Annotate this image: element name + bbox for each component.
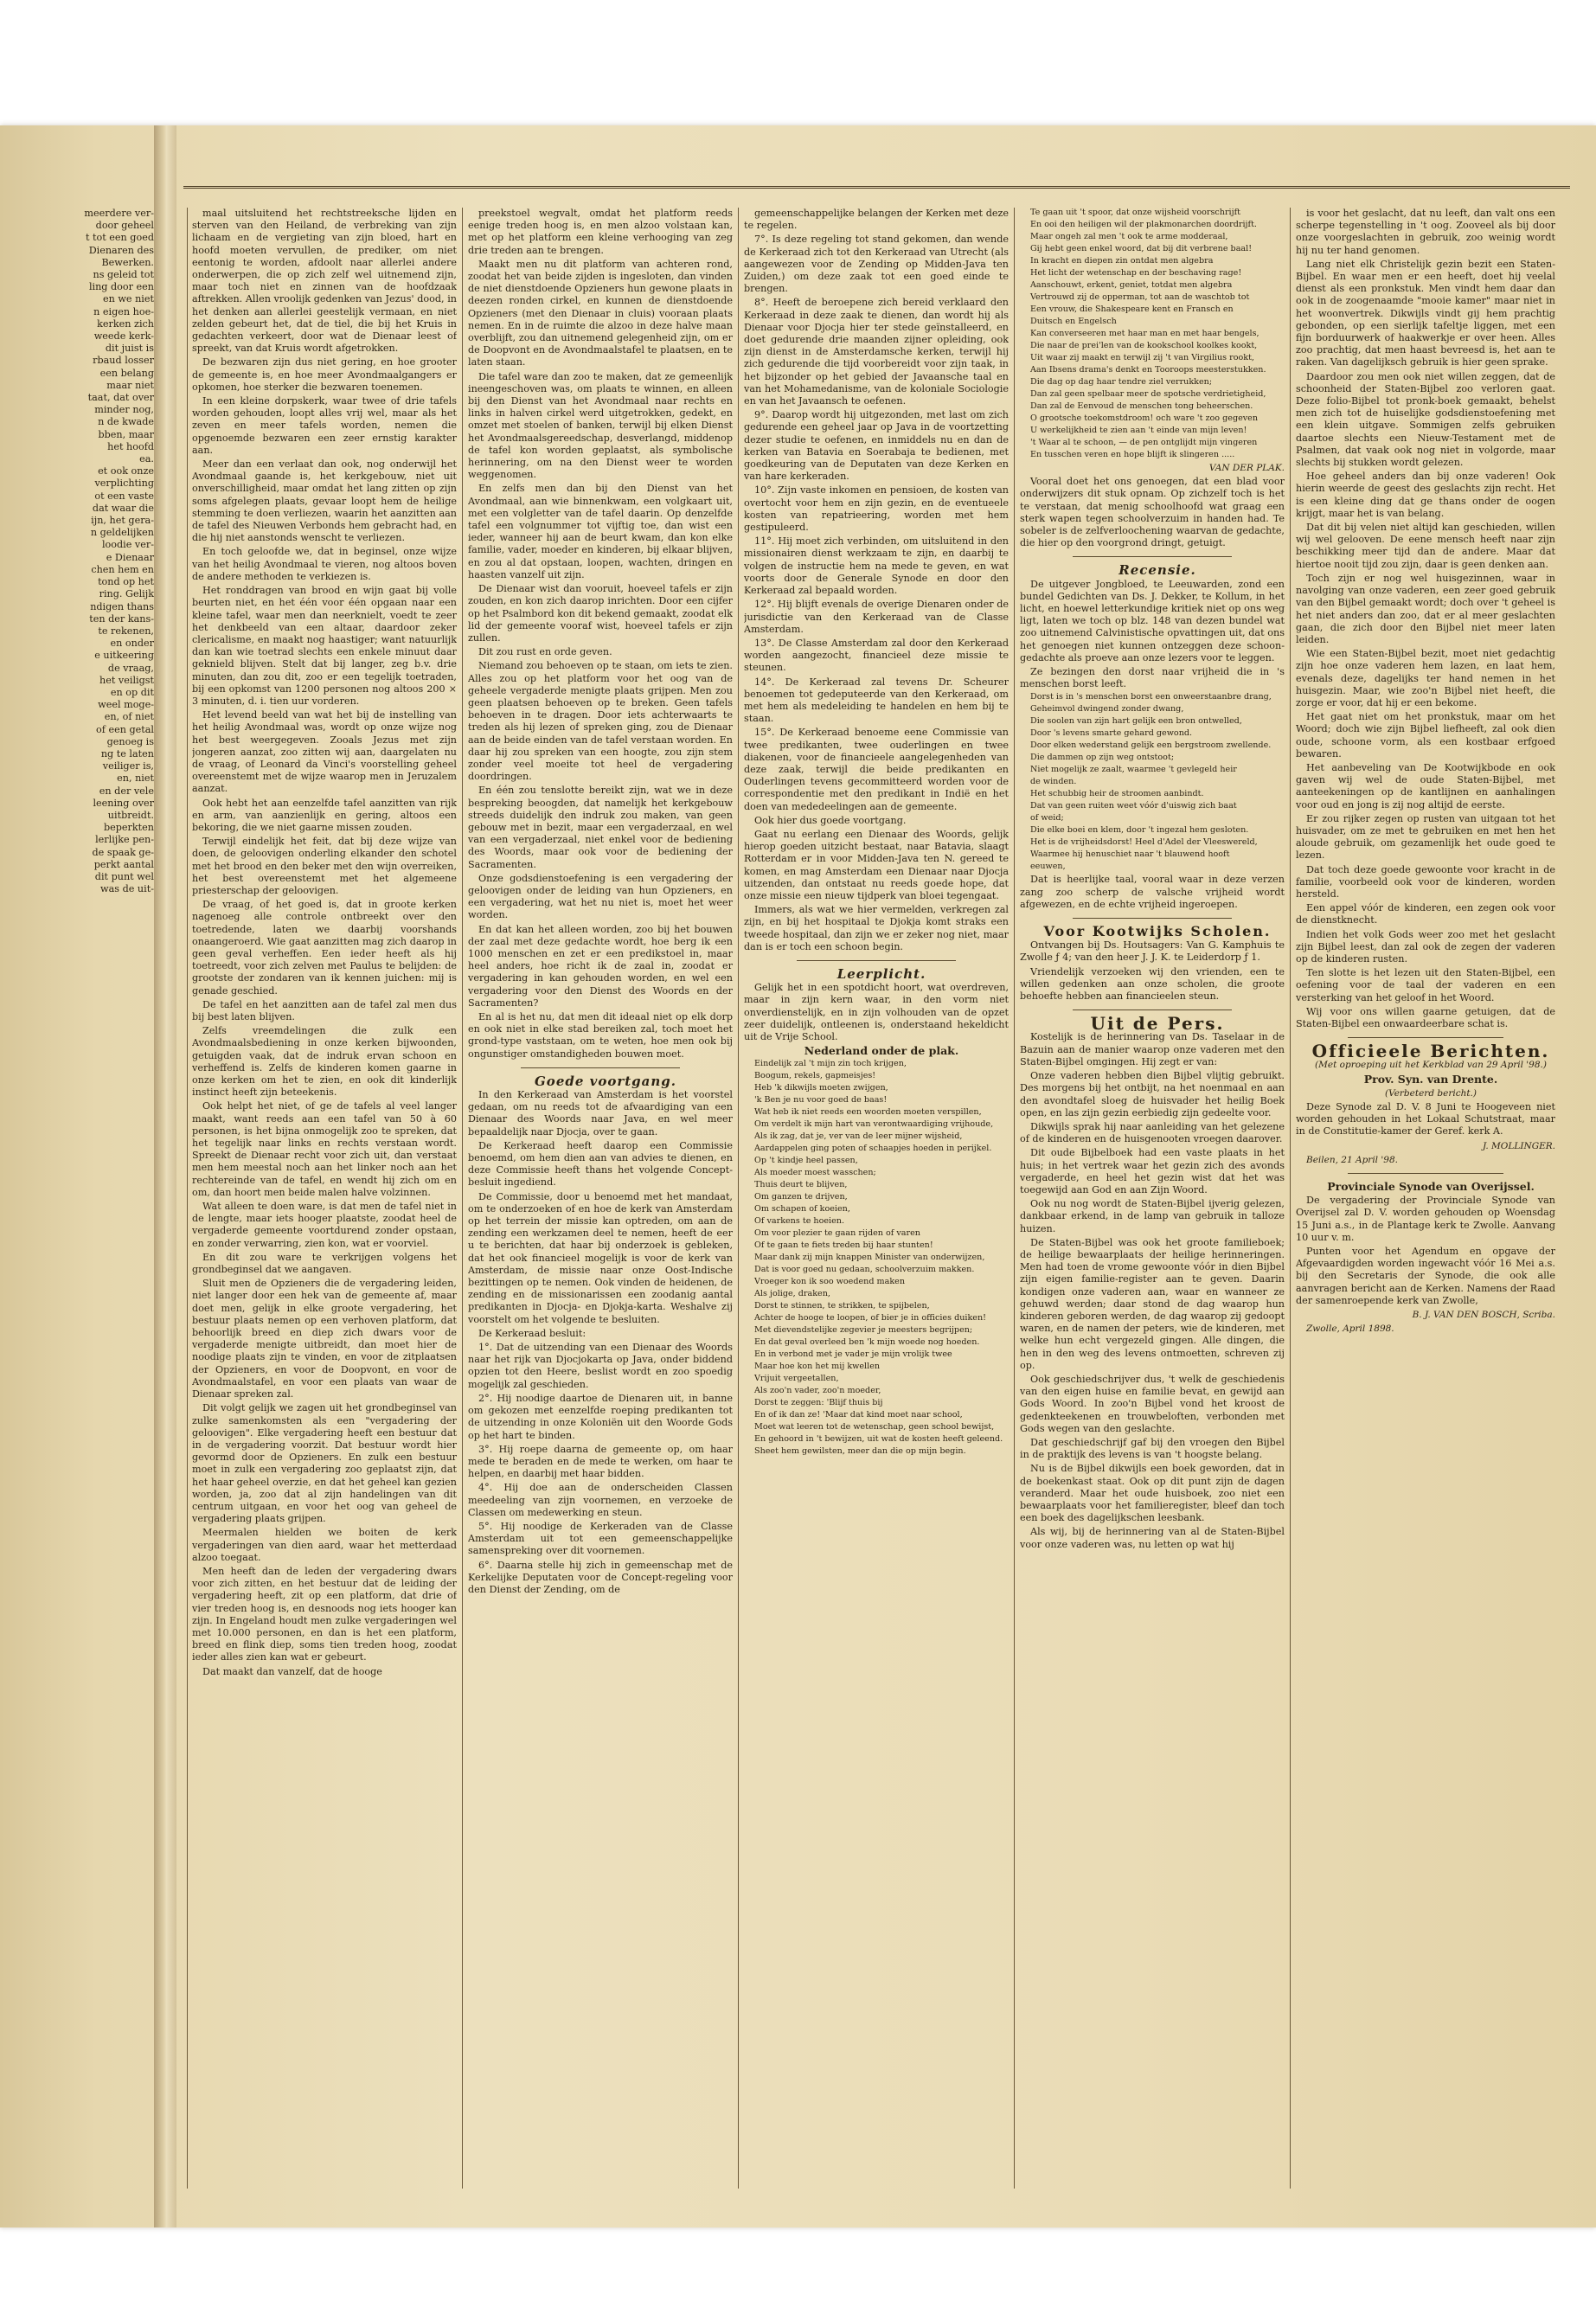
margin-fragment: door geheel xyxy=(95,220,154,232)
paragraph: preekstoel wegvalt, omdat het platform reeds eenige treden hoog is, en men alzoo volstaan kan, met op het platform een kleine verhooging van zeg drie treden aan te brengen. xyxy=(468,208,733,256)
paragraph: 10°. Zijn vaste inkomen en pensioen, de kosten van overtocht voor hem en zijn gezin, en de eventueele kosten van repatrieering, worden met hem gestipuleerd. xyxy=(744,484,1009,534)
poem-line: Die dammen op zijn weg ontstoot; xyxy=(1030,753,1175,763)
poem-signature: VAN DER PLAK. xyxy=(1208,463,1285,473)
column-rule xyxy=(738,208,739,2189)
paragraph: De uitgever Jongbloed, te Leeuwarden, zond een bundel Gedichten van Ds. J. Dekker, te Kollum, in het licht, en hoewel letterkundige kritiek niet op ons weg ligt, laten we toch op blz. 148 van dezen bundel wat zoo uitnemend Calvinistische opvattingen uit, dat ons het genoegen niet kunnen ontzeggen deze schoon-gedachte als proeve aan onze lezers voor te leggen. xyxy=(1020,578,1285,663)
paragraph: Vooral doet het ons genoegen, dat een blad voor onderwijzers dit stuk opnam. Op zichzelf toch is het te verstaan, dat menig schoolhoofd wat graag een sterk wapen tegen schoolverzuim in handen had. Te sobeler is de zelfverloochening waarvan de gedachte, die hier op den voorgrond dringt, getuigt. xyxy=(1020,476,1285,549)
paragraph: Meer dan een verlaat dan ook, nog onderwijl het Avondmaal gaande is, het kerkgebouw, niet uit onverschilligheid, maar omdat het lang zitten op zijn soms afgelegen plaats, gevaar loopt hem de heilige stemming te doen verliezen, waarin het aanzitten aan de tafel des Nieuwen Verbonds hem gebracht had, en die hij niet aanstonds wenscht te verliezen. xyxy=(192,458,457,544)
margin-fragment: dat waar die xyxy=(92,502,154,514)
column-5-part-a xyxy=(1296,208,1555,1030)
heading-goede-voortgang: Goede voortgang. xyxy=(535,1073,676,1089)
margin-fragment: dit punt wel xyxy=(94,870,154,882)
poem-line: Die dag op dag haar tendre ziel verrukken; xyxy=(1030,377,1213,387)
paragraph: Dat maakt dan vanzelf, dat de hooge xyxy=(202,1665,382,1677)
heading-recensie: Recensie. xyxy=(1118,562,1196,579)
paragraph: De Kerkeraad besluit: xyxy=(478,1327,586,1339)
newspaper-page xyxy=(0,125,1596,2227)
margin-fragment: de vraag, xyxy=(107,662,154,674)
paragraph: Meermalen hielden we boiten de kerk vergaderingen van dien aard, waar het metterdaad alzoo toegaat. xyxy=(192,1527,457,1563)
paragraph: 2°. Hij noodige daartoe de Dienaren uit, in banne om gekozen met eenzelfde roeping predikanten tot de uitzending in onze Koloniën uit den Woorde Gods op het hart te binden. xyxy=(468,1392,733,1441)
paragraph: Vriendelijk verzoeken wij den vrienden, een te willen gedenken aan onze scholen, die groote behoefte hebben aan financieelen steun. xyxy=(1020,965,1285,1003)
poem-line: Dan zal geen spelbaar meer de spotsche verdrietigheid, xyxy=(1030,389,1266,399)
poem-line: Kan converseeren met haar man en met haar bengels, xyxy=(1030,329,1259,338)
poem-line: Dan zal de Eenvoud de menschen tong beheerschen. xyxy=(1030,401,1253,411)
margin-fragment: was de uit- xyxy=(100,883,154,895)
margin-fragment: leening over xyxy=(93,797,154,809)
paragraph: De vraag, of het goed is, dat in groote kerken nagenoeg alle controle ontbreekt over den toetredende, laten we daarbij voorshands onaangeroerd. Wie gaat aanzitten mag zich daarop in geen geval verheffen. Een ieder heeft als hij toetreedt, voor zich zelven met Paulus te belijden: de grootste der zondaren van ik kennen juichen: mij is genade geschied. xyxy=(192,899,457,997)
separator xyxy=(521,1067,680,1068)
paragraph: Ten slotte is het lezen uit den Staten-Bijbel, een oefening voor de taal der vaderen en een versterking van het geloof in het Woord. xyxy=(1296,967,1555,1003)
poem-line: Duitsch en Engelsch xyxy=(1030,317,1117,326)
paragraph: Het aanbeveling van De Kootwijkbode en ook gaven wij wel de oude Staten-Bijbel, met aanteekeningen op de kantlijnen en aanhalingen voor oud en jong is zij nog altijd de eerste. xyxy=(1296,761,1555,811)
margin-fragment: taat, dat over xyxy=(87,392,154,404)
poem-line: 'k Ben je nu voor goed de baas! xyxy=(754,1095,888,1106)
margin-fragment: meerdere ver- xyxy=(84,208,154,219)
poem-line: Thuis deurt te blijven, xyxy=(754,1180,848,1190)
column-rule xyxy=(187,208,188,2189)
paragraph: Ook helpt het niet, of ge de tafels al veel langer maakt, want reeds aan een tafel van 50 à 60 personen, is het bijna onmogelijk zoo te spreken, dat het tegelijk naar links en rechts verstaan wordt. Spreekt de Dienaar recht voor zich uit, dan verstaat men hem meestal noch aan het linker noch aan het rechtereinde van de tafel, en wendt hij zich om en om, dan hoort men beide malen halve volzinnen. xyxy=(192,1100,457,1198)
margin-fragment: ijn, het gera- xyxy=(91,515,154,527)
poem-line: Het schubbig heir de stroomen aanbindt. xyxy=(1030,789,1204,799)
separator xyxy=(1073,918,1232,919)
recensie-poem xyxy=(1020,692,1285,872)
paragraph: En dat kan het alleen worden, zoo bij het bouwen der zaal met deze gedachte wordt, hoe berg ik een 1000 menschen en zet er een predikstoel in, maar heel anders, hoe richt ik de zaal in, zoodat er vergadering in kan gehouden worden, en wel een vergadering voor den Dienst des Woords en der Sacramenten? xyxy=(468,923,733,1009)
paragraph: Daardoor zou men ook niet willen zeggen, dat de schoonheid der Staten-Bijbel zoo verloren gaat. Deze folio-Bijbel tot pronk-boek gemaakt, behelst men zich tot de huiselijke godsdienstoefening met een klein uitgave. Sommigen zelfs gebruiken daartoe slechts een Nieuw-Testament met de Psalmen, dat vaak ook nog niet in volgorde, maar slechts bij stukken wordt gelezen. xyxy=(1296,370,1555,469)
poem-line: In kracht en diepen zin ontdat men algebra xyxy=(1030,256,1214,266)
paragraph: Een appel vóór de kinderen, een zegen ook voor de dienstknecht. xyxy=(1296,902,1555,926)
column-2-part-b xyxy=(468,1089,733,1596)
poem-line: U werkelijkheid te zien aan 't einde van mijn leven! xyxy=(1030,426,1247,435)
paragraph: 8°. Heeft de beroepene zich bereid verklaard den Kerkeraad in deze zaak te dienen, dan wordt hij als Dienaar voor Djocja hier ter stede geïnstalleerd, en doet gedurende drie maanden zijner opleiding, ook zijn dienst in de Amsterdamsche kerken, terwijl hij zich gedurende die tijd voorbereidt voor zijn taak, in het bijzonder op het gebied der Javaansche taal en van het Mohamedanisme, van de koloniale Sociologie en van het Javaansch te oefenen. xyxy=(744,297,1009,407)
separator xyxy=(1348,1173,1503,1174)
paragraph: Indien het volk Gods weer zoo met het geslacht zijn Bijbel leest, dan zal ook de zegen der vaderen op de kinderen rusten. xyxy=(1296,928,1555,965)
poem-lines xyxy=(744,1059,1009,1457)
top-rule xyxy=(183,186,1570,189)
paragraph: Gelijk het in een spotdicht hoort, wat overdreven, maar in zijn kern waar, in den vorm niet onverdienstelijk, en in zijn volhouden van de opzet zeer duidelijk, ontleenen is, onderstaand hekeldicht uit de Vrije School. xyxy=(744,982,1009,1042)
uit-de-pers-body xyxy=(1020,1031,1285,1550)
recensie-body xyxy=(1020,579,1285,691)
poem-line: Te gaan uit 't spoor, dat onze wijsheid voorschrijft xyxy=(1030,208,1240,217)
paragraph: Het levend beeld van wat het bij de instelling van het heilig Avondmaal was, wordt op onze wijze nog het best weergegeven. Zooals Jezus met zijn jongeren aanzat, zoo zitten wij aan, daargelaten nu de vraag, of Leonard da Vinci's voorstelling geheel overeenstemt met de wijze waarop men in Jeruzalem aanzat. xyxy=(192,709,457,795)
poem-line: Die soolen van zijn hart gelijk een bron ontwelled, xyxy=(1030,716,1242,727)
paragraph: De Kerkeraad heeft daarop een Commissie benoemd, om hem dien aan van advies te dienen, en deze Commissie heeft thans het volgende Concept-besluit ingediend. xyxy=(468,1139,733,1189)
column-rule xyxy=(1290,208,1291,2189)
poem-line: O grootsche toekomstdroom! och ware 't zoo gegeven xyxy=(1030,413,1259,423)
margin-fragment: verplichting xyxy=(94,478,154,490)
poem-line: Als ik zag, dat je, ver van de leer mijner wijsheid, xyxy=(754,1131,963,1142)
margin-fragment: loodie ver- xyxy=(101,539,154,551)
poem-line: Om voor plezier te gaan rijden of varen xyxy=(754,1228,920,1239)
poem-line: En in verbond met je vader je mijn vrolijk twee xyxy=(754,1349,952,1360)
separator xyxy=(797,960,956,961)
poem-line: de winden. xyxy=(1030,777,1077,787)
paragraph: En al is het nu, dat men dit ideaal niet op elk dorp en ook niet in elke stad bereiken zal, toch moet het grond-type vaststaan, om te weten, hoe men ook bij ongunstiger omstandigheden bouwen moet. xyxy=(468,1011,733,1060)
paragraph: Het ronddragen van brood en wijn gaat bij volle beurten niet, en het één voor één opgaan naar een kleine tafel, waar men dan neerknielt, voedt te zeer het denkbeeld van een altaar, daardoor zeker clericalisme, en maakt nog haastiger; want natuurlijk dan kan wie toetrad slechts een enkele minuut daar geknield blijven. Stelt dat bij langer, zeg b.v. drie minuten, dan zou dit, zoo er een tegelijk toetraden, bij een opkomst van 1200 personen nog altoos 200 × 3 minuten, d. i. tien uur vorderen. xyxy=(192,585,457,707)
paragraph: Terwijl eindelijk het feit, dat bij deze wijze van doen, de geloovigen onderling elkander den schotel met het brood en den beker met den wijn overreiken, het best overeenstemt met het algemeene priesterschap der geloovigen. xyxy=(192,836,457,896)
margin-fragment: Bewerken. xyxy=(101,256,154,268)
paragraph: Onze godsdienstoefening is een vergadering der geloovigen onder de leiding van hun Opzieners, en een vergadering, wat het nu niet is, moet het weer worden. xyxy=(468,872,733,921)
margin-fragment: t tot een goed xyxy=(85,232,154,244)
paragraph: Wij voor ons willen gaarne getuigen, dat de Staten-Bijbel een onwaardeerbare schat is. xyxy=(1296,1005,1555,1029)
poem-line: Door 's levens smarte gehard gewond. xyxy=(1030,728,1193,739)
margin-fragment: n de kwade xyxy=(98,416,154,428)
margin-fragment: ring. Gelijk xyxy=(99,588,154,600)
paragraph: En één zou tenslotte bereikt zijn, wat we in deze bespreking beoogden, dat namelijk het kerkgebouw streeds duidelijk den indruk zou maken, van geen gebouw met in bezit, maar een vergaderzaal, en wel van een vergaderzaal, niet enkel voor de bediening des Woords, maar ook voor de bediening der Sacramenten. xyxy=(468,785,733,870)
margin-fragment: n geldelijken xyxy=(90,527,154,539)
margin-fragment: rbaud losser xyxy=(93,355,154,367)
poem-line: Achter de hooge te loopen, of bier je in officies duiken! xyxy=(754,1313,986,1324)
paragraph: Onze vaderen hebben dien Bijbel vlijtig gebruikt. Des morgens bij het ontbijt, na het noenmaal en aan den avondtafel sloeg de huisvader het heilig Boek open, en las zijn gezin eerbiedig zijn gedeelte voor. xyxy=(1020,1070,1285,1118)
paragraph: 4°. Hij doe aan de onderscheiden Classen meedeeling van zijn voornemen, en verzoeke de Classen om medewerking en steun. xyxy=(468,1482,733,1518)
poem-line: En gehoord in 't bewijzen, uit wat de kosten heeft geleend. xyxy=(754,1434,1003,1445)
margin-fragment: en der vele xyxy=(99,785,154,797)
separator xyxy=(1073,556,1232,557)
poem-line: En of ik dan ze! 'Maar dat kind moet naar school, xyxy=(754,1410,963,1420)
drente-label: (Verbeterd bericht.) xyxy=(1384,1087,1477,1099)
column-4 xyxy=(1020,208,1285,2189)
paragraph: Ontvangen bij Ds. Houtsagers: Van G. Kamphuis te Zwolle ƒ 4; van den heer J. J. K. te Leiderdorp ƒ 1. xyxy=(1020,939,1285,964)
margin-fragment: Dienaren des xyxy=(88,244,154,256)
poem-continued xyxy=(1020,208,1285,460)
margin-fragment: e Dienaar xyxy=(106,551,154,563)
separator xyxy=(1348,1037,1503,1038)
poem-line: Door elken wederstand gelijk een bergstroom zwellende. xyxy=(1030,740,1272,751)
poem-line: En tusschen veren en hope blijft ik slingeren ..... xyxy=(1030,450,1235,459)
paragraph: En dit zou ware te verkrijgen volgens het grondbeginsel dat we aangaven. xyxy=(192,1251,457,1276)
poem-line: Dat van geen ruiten weet vóór d'uiswig zich baat xyxy=(1030,801,1237,811)
paragraph: 9°. Daarop wordt hij uitgezonden, met last om zich gedurende een geheel jaar op Java in de voortzetting dezer studie te oefenen, en inmiddels nu en dan de kerken van Batavia en Soerabaja te bedienen, met goedkeuring van de Deputaten van deze Kerken en van hare kerkeraden. xyxy=(744,409,1009,483)
kootwijks-body xyxy=(1020,939,1285,1003)
page-gutter xyxy=(154,125,176,2227)
margin-fragment: beperkten xyxy=(103,822,154,834)
paragraph: Dit oude Bijbelboek had een vaste plaats in het huis; in het vertrek waar het gezin zich des avonds vergaderde, en heel het gezin wist dat het was toegewijd aan God en aan Zijn Woord. xyxy=(1020,1147,1285,1195)
paragraph: Ook geschiedschrijver dus, 't welk de geschiedenis van den eigen huise en familie bevat, en gewijd aan Gods Woord. In zoo'n Bijbel vond het kroost de gedenkteekenen en trouwbeloften, verbonden met Gods wegen van den geslachte. xyxy=(1020,1373,1285,1434)
paragraph: Dit volgt gelijk we zagen uit het grondbeginsel van zulke samenkomsten als een "vergadering der geloovigen". Elke vergadering heeft een bestuur dat in de vergadering voorzit. Dat bestuur wordt hier gevormd door de Opzieners. En zulk een bestuur moet in zulk een vergadering zoo geplaatst zijn, dat het haar geheel overzie, en dat het geheel kan gezien worden, ja, zoo dat al zijn handelingen van dit centrum uitgaan, en voor het oog van geheel de vergadering plaats grijpen. xyxy=(192,1402,457,1525)
poem-line: Op 't kindje heel passen, xyxy=(754,1156,858,1166)
paragraph: is voor het geslacht, dat nu leeft, dan valt ons een scherpe tegenstelling in 't oog. Zooveel als bij door onze voorgeslachten in gebruik, zoo weinig wordt hij nu ter hand genomen. xyxy=(1296,208,1555,256)
paragraph: Dit zou rust en orde geven. xyxy=(478,646,612,658)
paragraph: 5°. Hij noodige de Kerkeraden van de Classe Amsterdam uit tot een gemeenschappelijke samenspreking over dit voornemen. xyxy=(468,1520,733,1557)
margin-fragment: ot een vaste xyxy=(94,490,154,502)
margin-fragment: te rekenen, xyxy=(98,625,154,637)
margin-fragment: et ook onze xyxy=(98,465,154,478)
heading-leerplicht: Leerplicht. xyxy=(836,965,926,982)
paragraph: Ook hebt het aan eenzelfde tafel aanzitten van rijk en arm, van aanzienlijk en gering, altoos een bekoring, die we niet gaarne missen zouden. xyxy=(192,797,457,833)
poem-line: Maar ongeh zal men 't ook te arme modderaal, xyxy=(1030,232,1228,241)
poem-line: Als zoo'n vader, zoo'n moeder, xyxy=(754,1386,881,1396)
drente-signature: J. MOLLINGER. xyxy=(1482,1140,1555,1151)
left-margin-column xyxy=(2,208,154,2189)
poem-line: Geheimvol dwingend zonder dwang, xyxy=(1030,704,1184,715)
paragraph: Dat dit bij velen niet altijd kan geschieden, willen wij wel gelooven. De eene mensch heeft naar zijn beschikking meer tijd dan de andere. Maar dat hiertoe nooit tijd zou zijn, daar is geen denken aan. xyxy=(1296,522,1555,570)
margin-fragment: en, of niet xyxy=(104,711,154,723)
margin-fragment: maar niet xyxy=(106,379,154,391)
poem-line: Dat is voor goed nu gedaan, schoolverzuim makken. xyxy=(754,1265,975,1275)
paragraph: Toch zijn er nog wel huisgezinnen, waar in navolging van onze vaderen, een zeer goed gebruik van den Bijbel gemaakt wordt; doch over 't geheel is het niet anders dan zoo, dat er al meer geslachten gaan, die zich door den Bijbel niet meer laten leiden. xyxy=(1296,572,1555,645)
poem-line: 't Waar al te schoon, — de pen ontglijdt mijn vingeren xyxy=(1030,438,1258,447)
paragraph: De bezwaren zijn dus niet gering, en hoe grooter de gemeente is, en hoe meer Avondmaalgangers er opkomen, hoe sterker die bezwaren toenemen. xyxy=(192,356,457,393)
poem-line: Dorst is in 's menschen borst een onweerstaanbre drang, xyxy=(1030,692,1272,702)
paragraph: En toch geloofde we, dat in beginsel, onze wijze van het heilig Avondmaal te vieren, nog altoos boven de andere methoden te verkiezen is. xyxy=(192,546,457,582)
margin-fragment: een belang xyxy=(99,367,154,379)
margin-fragment: weede kerk- xyxy=(93,330,154,343)
column-rule xyxy=(1014,208,1015,2189)
margin-fragment: lerlijke pen- xyxy=(95,834,154,846)
poem-line: Het licht der wetenschap en der beschaving rage! xyxy=(1030,268,1242,278)
margin-fragment: de spaak ge- xyxy=(92,846,154,858)
poem-line: Moet wat leeren tot de wetenschap, geen school bewijst, xyxy=(754,1422,995,1433)
paragraph: En zelfs men dan bij den Dienst van het Avondmaal, aan wie binnenkwam, een volgkaart uit, met een volgletter van de tafel daarin. Op denzelfde tafel een volgnummer tot vijftig toe, dan wist een ieder, wanneer hij aan de beurt kwam, dan kon elke familie, vader, moeder en kinderen, bij elkaar blijven, en zou al dat opstaan, loopen, wachten, dringen en haasten vanzelf uit zijn. xyxy=(468,483,733,580)
poem-line: Om ganzen te drijven, xyxy=(754,1192,848,1202)
poem-line: Eindelijk zal 't mijn zin toch krijgen, xyxy=(754,1059,907,1069)
paragraph: Ook hier dus goede voortgang. xyxy=(754,814,907,826)
poem-line: Uit waar zij maakt en terwijl zij 't van Virgilius rookt, xyxy=(1030,353,1254,362)
paragraph: De Commissie, door u benoemd met het mandaat, om te onderzoeken of en hoe de kerk van Amsterdam op het terrein der missie kan optreden, om aan de zending een werkzamen deel te nemen, heeft de eer u te berichten, dat haar bij onderzoek is gebleken, dat het ook financieel mogelijk is voor de kerk van Amsterdam, de missie naar onze Oost-Indische bezittingen op te nemen. Ook vinden de heidenen, de zending en de missionarissen een zoodanig aantal predikanten in Djocja- en Djokja-karta. Weshalve zij voorstelt om het volgende te besluiten. xyxy=(468,1190,733,1325)
paragraph: 6°. Daarna stelle hij zich in gemeenschap met de Kerkelijke Deputaten voor de Concept-regeling voor den Dienst der Zending, om de xyxy=(468,1559,733,1595)
poem-line: Niet mogelijk ze zaalt, waarmee 't gevlegeld heir xyxy=(1030,765,1237,775)
paragraph: 1°. Dat de uitzending van een Dienaar des Woords naar het rijk van Djocjokarta op Java, onder biddend opzien tot den Heere, beslist wordt en zoo spoedig mogelijk zal geschieden. xyxy=(468,1342,733,1390)
heading-officieele-berichten: Officieele Berichten. xyxy=(1311,1041,1550,1062)
poem-line: Boogum, rekels, gapmeisjes! xyxy=(754,1071,876,1081)
poem-line: Waarmee hij henuschiet naar 't blauwend hooft xyxy=(1030,849,1230,860)
margin-fragment: e uitkeering xyxy=(94,650,154,662)
margin-fragment: kerken zich xyxy=(97,317,154,330)
poem-line: Aan Ibsens drama's denkt en Tooroops meesterstukken. xyxy=(1030,365,1266,375)
paragraph: Als wij, bij de herinnering van al de Staten-Bijbel voor onze vaderen was, nu letten op wat hij xyxy=(1020,1526,1285,1550)
paragraph: Nu is de Bijbel dikwijls een boek geworden, dat in de boekenkast staat. Ook op dit punt zijn de dagen veranderd. Maar het oude huisboek, zoo niet een bewaarplaats voor het familieregister, bleef dan toch een boek des dagelijkschen leesbank. xyxy=(1020,1463,1285,1524)
margin-fragment: het veiligst xyxy=(99,674,154,686)
margin-fragment: het hoofd xyxy=(107,440,154,452)
paragraph: Dat geschiedschrijf gaf bij den vroegen den Bijbel in de praktijk des levens is van 't hoogste belang. xyxy=(1020,1436,1285,1461)
officieele-dateline: (Met oproeping uit het Kerkblad van 29 April '98.) xyxy=(1315,1060,1547,1071)
heading-kootwijks-scholen: Voor Kootwijks Scholen. xyxy=(1043,923,1272,940)
paragraph: maal uitsluitend het rechtstreeksche lijden en sterven van den Heiland, de verbreking van zijn lichaam en de vergieting van zijn bloed, hart en hoofd moeten vervullen, de prediker, om niet eentonig te worden, afdoolt naar allerlei andere onderwerpen, die op zich zelf wel uitnemend zijn, maar toch niet en zinnen van de hoofdzaak aftrekken. Allen vroolijk gedenken van Jezus' dood, in het denken aan allerlei geestelijk vermaan, en niet zelden gebeurt het, dat de tiel, die bij het Kruis in gedachten verkeert, door wat de Dienaar leest of spreekt, van dat Kruis wordt afgetrokken. xyxy=(192,208,457,355)
margin-fragment: weel moge- xyxy=(98,699,154,711)
paragraph: In een kleine dorpskerk, waar twee of drie tafels worden gehouden, loopt alles vrij wel, maar als het zeven en meer tafels worden, nemen die opgenoemde bezwaren een zeer ernstig karakter aan. xyxy=(192,395,457,456)
paragraph: Er zou rijker zegen op rusten van uitgaan tot het huisvader, om ze met te gebruiken en met hen het aloude gebruik, om gezamenlijk het oude goed te lezen. xyxy=(1296,812,1555,862)
paragraph: Gaat nu eerlang een Dienaar des Woords, gelijk hierop goeden uitzicht bestaat, naar Batavia, slaagt Rotterdam er in voor Midden-Java ten N. gereed te komen, en mag Amsterdam een Dienaar naar Djocja uitzenden, dan ontstaat nu reeds goede hope, dat onze missie een nieuw tijdperk van bloei tegengaat. xyxy=(744,828,1009,901)
poem-line: Maar hoe kon het mij kwellen xyxy=(754,1362,881,1372)
poem-line: Wat heb ik niet reeds een woorden moeten verspillen, xyxy=(754,1107,982,1118)
column-5 xyxy=(1296,208,1555,2189)
paragraph: Immers, als wat we hier vermelden, verkregen zal zijn, en bij het hospitaal te Djokja komt straks een tweede hospitaal, dan zijn we er zeker nog niet, maar dan is er toch een schoon begin. xyxy=(744,904,1009,952)
margin-fragment: uitbreidt. xyxy=(107,809,154,821)
poem-line: En ooi den heiligen wil der plakmonarchen doordrijft. xyxy=(1030,220,1257,229)
margin-fragment: of een getal xyxy=(96,723,154,735)
poem-line: Het is de vrijheidsdorst! Heel d'Adel der Vleeswereld, xyxy=(1030,837,1258,848)
paragraph: Men heeft dan de leden der vergadering dwars voor zich zitten, en het bestuur dat de leiding der vergadering heeft, zit op een platform, dat drie of vier treden hoog is, en desnoods nog iets hooger kan zijn. In Engeland houdt men zulke vergaderingen wel met 10.000 personen, en dan is het een platform, breed en flink diep, soms tien treden hoog, zoodat ieder alles zien kan wat er gebeurt. xyxy=(192,1565,457,1663)
paragraph: Wie een Staten-Bijbel bezit, moet niet gedachtig zijn hoe onze vaderen hem lazen, en laat hem, evenals deze, dagelijks ter hand nemen in het huisgezin. Maar, wie zoo'n Bijbel niet heeft, die zorge er voor, dat hij er een bekome. xyxy=(1296,648,1555,708)
paragraph: Niemand zou behoeven op te staan, om iets te zien. Alles zou op het platform voor het oog van de geheele vergaderde menigte plaats grijpen. Men zou geen plaatsen behoeven op te breken. Geen tafels behoeven in te dragen. Door iets achterwaarts te treden als hij lezen of spreken ging, zou de Dienaar aan de beide einden van de tafel verstaan worden. En daar hij zou spreken van een hoogte, zou zijn stem zonder veel moeite tot heel de vergadering doordringen. xyxy=(468,660,733,783)
paragraph: Maakt men nu dit platform van achteren rond, zoodat het van beide zijden is ingesloten, dan vinden de niet dienstdoende Opzieners hun gewone plaats in deezen ronden cirkel, en kunnen de dienstdoende Opzieners (met den Dienaar in cluis) vooraan plaats nemen. En in de ruimte die alzoo in deze halve maan overblijft, zou dan uitnemend gelegenheid zijn, om er de Doopvont en de Avondmaalstafel te plaatsen, en te laten staan. xyxy=(468,258,733,369)
poem-line: Om verdelt ik mijn hart van verontwaardiging vrijhoude, xyxy=(754,1119,994,1130)
poem-line: Een vrouw, die Shakespeare kent en Fransch en xyxy=(1030,304,1234,314)
margin-fragment: ndigen thans xyxy=(90,600,154,612)
poem-line: Als moeder moest wasschen; xyxy=(754,1168,876,1178)
drente-text: Deze Synode zal D. V. 8 Juni te Hoogeveen niet worden gehouden in het Lokaal Schutstraat, maar in de Constitutie-kamer der Geref. kerk A. xyxy=(1296,1101,1555,1138)
column-3-part-a xyxy=(744,208,1009,953)
poem-line: Of varkens te hoeien. xyxy=(754,1216,845,1227)
poem-line: Sheet hem gewilsten, meer dan die op mijn begin. xyxy=(754,1446,966,1457)
paragraph: Dat is heerlijke taal, vooral waar in deze verzen zang zoo scherp de valsche vrijheid wordt afgewezen, en de echte vrijheid ingeroepen. xyxy=(1020,874,1285,910)
margin-fragment: en we niet xyxy=(102,293,154,305)
margin-fragment: chen hem en xyxy=(91,563,154,575)
poem-line: Dorst te stinnen, te strikken, te spijbelen, xyxy=(754,1301,930,1311)
poem-line: of weid; xyxy=(1030,813,1064,824)
poem-line: Vrijuit vergeetallen, xyxy=(754,1374,839,1384)
poem-line: Die elke boei en klem, door 't ingezal hem gesloten. xyxy=(1030,825,1249,836)
margin-fragment: tond op het xyxy=(98,576,154,588)
poem-line: Die naar de prei'len van de kookschool koolkes kookt, xyxy=(1030,341,1258,350)
heading-uit-de-pers: Uit de Pers. xyxy=(1090,1013,1225,1035)
paragraph: Lang niet elk Christelijk gezin bezit een Staten-Bijbel. En waar men er een heeft, doet hij veelal dienst als een pronkstuk. Men vindt hem daar dan ook in de zoogenaamde "mooie kamer" maar niet in het woonvertrek. Dikwijls vindt gij hem prachtig gebonden, op een sierlijk tafeltje liggen, met een fijn borduurwerk of haakwerkje er over heen. Alles zoo prachtig, dat men haast bevreesd is, het aan te raken. Van dagelijksch gebruik is hier geen sprake. xyxy=(1296,258,1555,369)
poem-line: Of te gaan te fiets treden bij haar stunten! xyxy=(754,1240,933,1251)
paragraph: 15°. De Kerkeraad benoeme eene Commissie van twee predikanten, twee ouderlingen en twee diakenen, voor de financieele aangelegenheden van deze zaak, terwijl die beide predikanten en Ouderlingen tevens gecommitteerd worden voor de correspondentie met den predikant in Indië en het doen van mededeelingen aan de gemeente. xyxy=(744,727,1009,812)
paragraph: 14°. De Kerkeraad zal tevens Dr. Scheurer benoemen tot gedeputeerde van den Kerkeraad, om met hem als medeleiding te handelen en hem bij te staan. xyxy=(744,676,1009,725)
margin-fragment: en onder xyxy=(110,638,154,650)
paragraph: 3°. Hij roepe daarna de gemeente op, om haar mede te beraden en de mede te werken, om haar te helpen, en daarbij met haar bidden. xyxy=(468,1443,733,1480)
poem-line: eeuwen, xyxy=(1030,862,1066,872)
overijssel-text-2: Punten voor het Agendum en opgave der Afgevaardigden worden ingewacht vóór 16 Mei a.s. bij den Secretaris der Synode, die ook alle aanvragen bericht aan de Kerken. Namens der Raad der samenroepende kerk van Zwolle, xyxy=(1296,1246,1555,1306)
separator xyxy=(1073,1009,1232,1010)
margin-fragment: genoeg is xyxy=(106,735,154,747)
paragraph: Wat alleen te doen ware, is dat men de tafel niet in de lengte, maar iets hooger plaatste, zoodat heel de vergaderde gemeente voortdurend zonder opstaan, en zonder verwarring, zien kon, wat er voorviel. xyxy=(192,1201,457,1249)
column-rule xyxy=(462,208,463,2189)
margin-fragment: ten der kans- xyxy=(89,612,154,625)
poem-line: En dat geval overleed ben 'k mijn woede nog hoeden. xyxy=(754,1337,980,1348)
margin-fragment: en op dit xyxy=(110,686,154,698)
sub-heading-drente: Prov. Syn. van Drente. xyxy=(1363,1072,1498,1086)
column-2-part-a xyxy=(468,208,733,1061)
overijssel-place-date: Zwolle, April 1898. xyxy=(1306,1324,1394,1335)
paragraph: Kostelijk is de herinnering van Ds. Taselaar in de Bazuin aan de manier waarop onze vaderen met den Staten-Bijbel omgingen. Hij zegt er van: xyxy=(1020,1031,1285,1067)
margin-fragment: ea. xyxy=(139,453,154,465)
column-2 xyxy=(468,208,733,2189)
margin-fragment: minder nog, xyxy=(94,404,154,416)
column-3-part-b xyxy=(744,982,1009,1043)
margin-fragment: veiliger is, xyxy=(102,760,154,772)
paragraph: Dat toch deze goede gewoonte voor kracht in de familie, voorbeeld ook voor de kinderen, worden hersteld. xyxy=(1296,863,1555,900)
column-1 xyxy=(192,208,457,2189)
drente-place-date: Beilen, 21 April '98. xyxy=(1306,1154,1398,1165)
poem-line: Als jolige, draken, xyxy=(754,1289,830,1299)
paragraph: Zelfs vreemdelingen die zulk een Avondmaalsbediening in onze kerken bijwoonden, getuigden vaak, dat de indruk ervan schoon en verheffend is. Zelfs de kinderen komen gaarne in onze kerken om het te zien, en ook dit kinderlijk instinct heeft zijn beteekenis. xyxy=(192,1025,457,1099)
paragraph: De Dienaar wist dan vooruit, hoeveel tafels er zijn zouden, en kon zich daarop inrichten. Door een cijfer op het Psalmbord kon dit bekend gemaakt, zoodat elk lid der gemeente vooraf wist, hoeveel tafels er zijn zullen. xyxy=(468,583,733,644)
poem-line: Dorst te zeggen: 'Blijf thuis bij xyxy=(754,1398,883,1408)
paragraph: Ze bezingen den dorst naar vrijheid die in 's menschen borst leeft. xyxy=(1020,666,1285,690)
overijssel-text: De vergadering der Provinciale Synode van Overijsel zal D. V. worden gehouden op Woensdag 15 Juni a.s., in de Plantage kerk te Zwolle. Aanvang 10 uur v. m. xyxy=(1296,1195,1555,1243)
paragraph: Dikwijls sprak hij naar aanleiding van het gelezene of de kinderen en de huisgenooten vroegen daarover. xyxy=(1020,1120,1285,1145)
paragraph: De tafel en het aanzitten aan de tafel zal men dus bij best laten blijven. xyxy=(192,998,457,1022)
margin-fragment: n eigen hoe- xyxy=(93,305,154,317)
paragraph: De Staten-Bijbel was ook het groote familieboek; de heilige bewaarplaats der heilige herinneringen. Men had toen de vrome gewoonte vóór in dien Bijbel zijn eigen familie-register aan te geven. Daarin kondigen onze vaderen aan, waar en wanneer ze gehuwd werden; daar stond de dag waarop hun kinderen geboren werden, de dag waarop zij gedoopt waren, en de namen der peters, wie de kinderen, met welke hun echt vergezeld gingen. Alle dingen, die hen in den weg des levens ontmoetten, schreven zij op. xyxy=(1020,1236,1285,1371)
paragraph: Ook nu nog wordt de Staten-Bijbel ijverig gelezen, dankbaar erkend, in de lamp van gebruik in talloze huizen. xyxy=(1020,1198,1285,1234)
paragraph: Sluit men de Opzieners die de vergadering leiden, niet langer door een hek van de gemeente af, maar doet men, gelijk in elke groote vergadering, het bestuur plaats nemen op een verhoven platform, dat behoorlijk breed en diep zich dwars voor de vergaderde menigte uitbreidt, dan moet hier de noodige plaats zijn te vinden, en voor de zitplaatsen der Opzieners, en voor de Doopvont, en voor de Avondmaalstafel, en voor een plaats van waar de Dienaar spreken zal. xyxy=(192,1278,457,1400)
poem-line: Aardappelen ging poten of schaapjes hoeden in perijkel. xyxy=(754,1144,992,1154)
poem-line: Vertrouwd zij de opperman, tot aan de waschtob tot xyxy=(1030,292,1250,302)
paragraph: 13°. De Classe Amsterdam zal door den Kerkeraad worden aangezocht, financieel deze missie te steunen. xyxy=(744,637,1009,674)
margin-fragment: perkt aantal xyxy=(93,858,154,870)
paragraph: In den Kerkeraad van Amsterdam is het voorstel gedaan, om nu reeds tot de afvaardiging van een Dienaar des Woords naar Java, en wel meer bepaaldelijk naar Djocja, over te gaan. xyxy=(468,1089,733,1138)
poem-line: Heb 'k dikwijls moeten zwijgen, xyxy=(754,1083,888,1093)
margin-fragment: dit juist is xyxy=(105,343,154,355)
poem-line: Om schapen of koeien, xyxy=(754,1204,850,1215)
paragraph: Die tafel ware dan zoo te maken, dat ze gemeenlijk ineengeschoven was, om plaats te winnen, en alleen bij den Dienst van het Avondmaal naar rechts en links in halven cirkel werd uitgetrokken, gedekt, en omzet met stoelen of banken, terwijl bij elken Dienst het Avondmaalsgereedschap, desverlangd, middenop de tafel kon worden geplaatst, als symbolische herinnering, om na den Dienst weer te worden weggenomen. xyxy=(468,370,733,481)
column-3 xyxy=(744,208,1009,2189)
margin-fragment: ns geleid tot xyxy=(93,269,154,281)
paragraph: 7°. Is deze regeling tot stand gekomen, dan wende de Kerkeraad zich tot den Kerkeraad van Utrecht (als aangewezen voor de Zending op Midden-Java ten Zuiden,) om deze zaak tot een goed einde te brengen. xyxy=(744,234,1009,295)
poem-line: Maar dank zij mijn knappen Minister van onderwijzen, xyxy=(754,1253,985,1263)
poem-line: Gij hebt geen enkel woord, dat bij dit verbrene baal! xyxy=(1030,244,1253,253)
paragraph: Het gaat niet om het pronkstuk, maar om het Woord; doch wie zijn Bijbel liefheeft, zal ook dien oude, schoone vorm, als een kostbaar erfgoed bewaren. xyxy=(1296,711,1555,760)
margin-fragment: en, niet xyxy=(117,772,154,785)
poem-line: Met dievendstelijke zegevier je meesters begrijpen; xyxy=(754,1325,973,1336)
sub-heading-overijssel: Provinciale Synode van Overijssel. xyxy=(1327,1180,1535,1194)
poem-title: Nederland onder de plak. xyxy=(804,1044,959,1058)
poem-line: Vroeger kon ik soo woedend maken xyxy=(754,1277,906,1287)
margin-fragment: bben, maar xyxy=(98,428,154,440)
paragraph: 11°. Hij moet zich verbinden, om uitsluitend in den missionairen dienst werkzaam te zijn, en daarbij te volgen de instructie hem na mede te geven, en wat voorts door de Generale Synode en door den Kerkeraad zal bepaald worden. xyxy=(744,535,1009,597)
paragraph: Hoe geheel anders dan bij onze vaderen! Ook hierin weerde de geest des geslachts zijn recht. Het is een kleine ding dat ge thans onder de oogen krijgt, maar het is van belang. xyxy=(1296,471,1555,519)
overijssel-signature: B. J. VAN DEN BOSCH, Scriba. xyxy=(1412,1310,1555,1321)
margin-fragment: ling door een xyxy=(88,281,154,293)
margin-fragment: ng te laten xyxy=(100,747,154,760)
poem-line: Aanschouwt, erkent, geniet, totdat men algebra xyxy=(1030,280,1233,290)
paragraph: 12°. Hij blijft evenals de overige Dienaren onder de jurisdictie van den Kerkeraad van de Classe Amsterdam. xyxy=(744,599,1009,635)
paragraph: gemeenschappelijke belangen der Kerken met deze te regelen. xyxy=(744,208,1009,232)
